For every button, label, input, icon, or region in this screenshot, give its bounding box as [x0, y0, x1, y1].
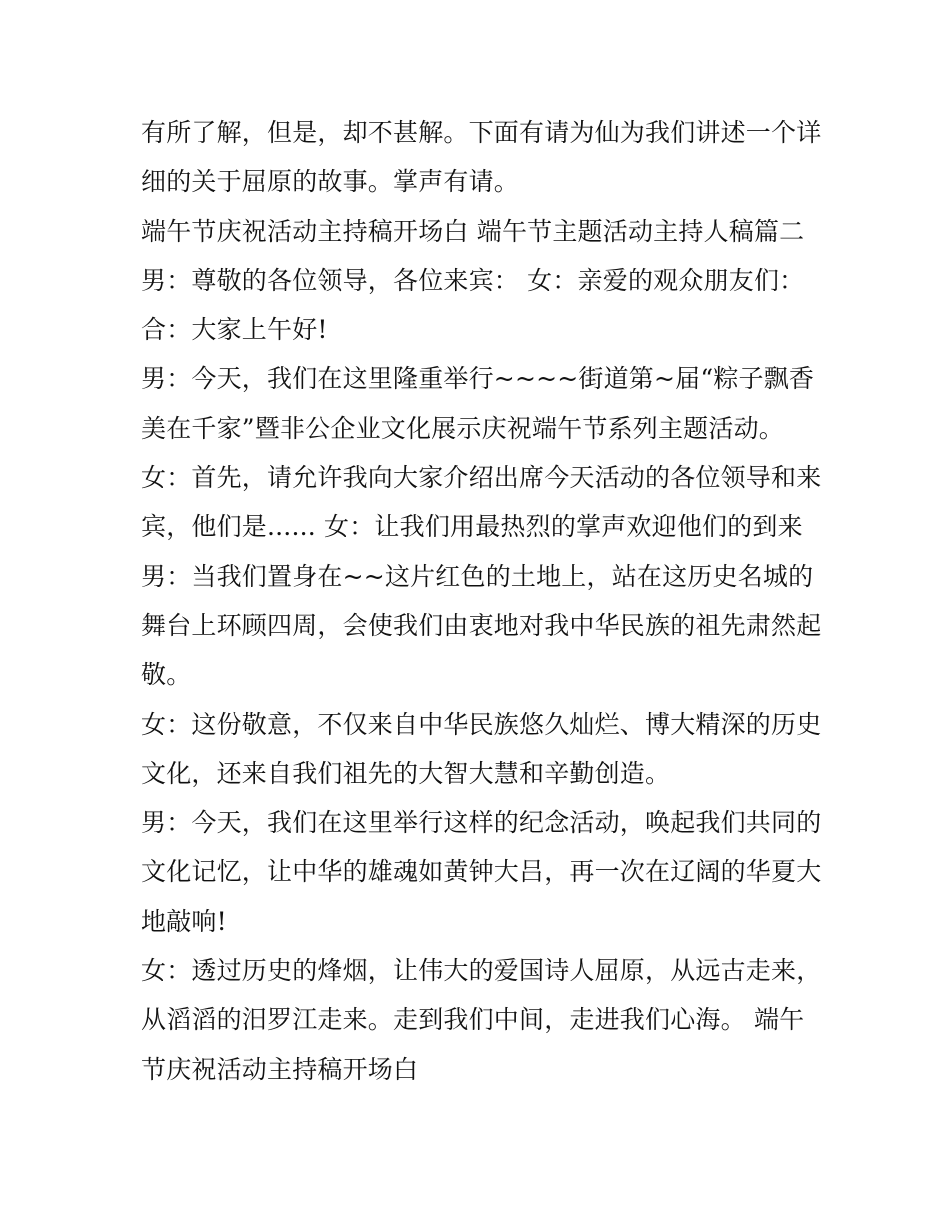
document-body [141, 108, 821, 1094]
text-line: 舞台上环顾四周，会使我们由衷地对我中华民族的祖先肃然起 [141, 610, 822, 640]
text-line: 地敲响! [141, 906, 227, 936]
text-line: 从滔滔的汨罗江走来。走到我们中间，走进我们心海。 端午 [141, 1005, 805, 1035]
text-line: 端午节庆祝活动主持稿开场白 端午节主题活动主持人稿篇二 [141, 216, 805, 246]
text-line: 敬。 [141, 660, 192, 690]
text-line: 男：尊敬的各位领导，各位来宾： 女：亲爱的观众朋友们： [141, 265, 805, 295]
text-line: 女：透过历史的烽烟，让伟大的爱国诗人屈原，从远古走来， [141, 956, 822, 986]
text-line: 文化，还来自我们祖先的大智大慧和辛勤创造。 [141, 758, 671, 788]
text-line: 美在千家”暨非公企业文化展示庆祝端午节系列主题活动。 [141, 413, 784, 443]
text-line: 有所了解，但是，却不甚解。下面有请为仙为我们讲述一个详 [141, 118, 822, 147]
text-line: 女：首先，请允许我向大家介绍出席今天活动的各位领导和来 [141, 463, 822, 493]
text-line: 女：这份敬意，不仅来自中华民族悠久灿烂、博大精深的历史 [141, 709, 822, 739]
text-line: 男：当我们置身在~~这片红色的土地上，站在这历史名城的 [141, 561, 814, 591]
text-line: 细的关于屈原的故事。掌声有请。 [141, 167, 520, 197]
text-line: 男：今天，我们在这里举行这样的纪念活动，唤起我们共同的 [141, 808, 822, 838]
text-line: 文化记忆，让中华的雄魂如黄钟大吕，再一次在辽阔的华夏大 [141, 857, 822, 887]
text-line: 男：今天，我们在这里隆重举行~~~~街道第~届“粽子飘香 [141, 364, 815, 394]
text-line: 节庆祝活动主持稿开场白 [141, 1054, 419, 1084]
text-line: 合：大家上午好! [141, 315, 328, 345]
text-line: 宾，他们是...... 女：让我们用最热烈的掌声欢迎他们的到来 [141, 512, 803, 542]
